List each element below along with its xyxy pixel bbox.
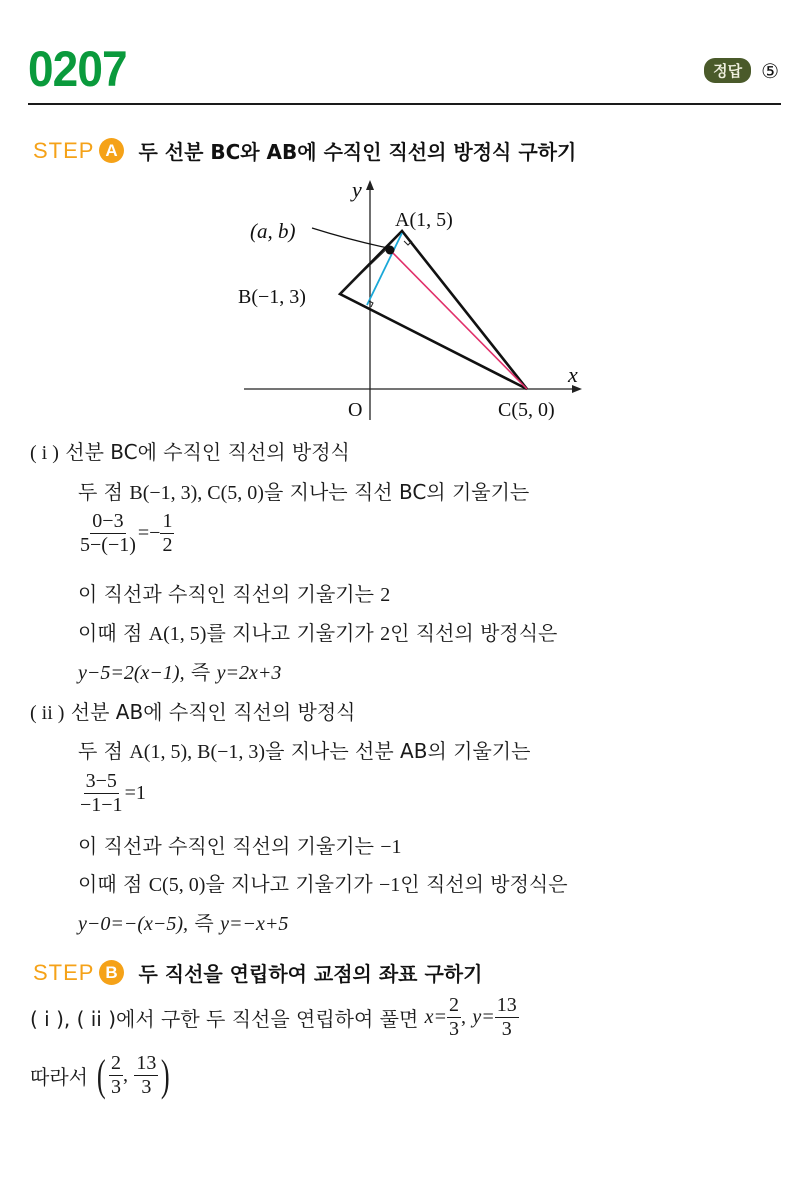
part-i-line3: 이때 점 A(1, 5)를 지나고 기울기가 2인 직선의 방정식은 bbox=[78, 621, 558, 645]
step-a-title: 두 선분 BC와 AB에 수직인 직선의 방정식 구하기 bbox=[138, 140, 577, 164]
part-ii-slope-fraction: $\frac{3-5}{-1-1}$ =1 bbox=[80, 770, 146, 816]
point-b-label: B(−1, 3) bbox=[238, 286, 306, 308]
perpendicular-to-ab-line bbox=[390, 250, 527, 389]
point-a-label: A(1, 5) bbox=[395, 209, 453, 231]
intersection-point bbox=[386, 246, 395, 255]
header-divider bbox=[28, 103, 781, 105]
part-i-line2: 이 직선과 수직인 직선의 기울기는 2 bbox=[78, 582, 391, 606]
step-b-circle-icon: B bbox=[99, 960, 124, 985]
perpendicular-to-bc-line bbox=[367, 233, 402, 305]
answer-area bbox=[704, 58, 779, 83]
leader-line bbox=[312, 228, 388, 248]
part-i-equation: y−5=2(x−1), 즉 y=2x+3 bbox=[78, 660, 282, 684]
step-a-tag bbox=[33, 138, 124, 164]
part-ii-line2: 이 직선과 수직인 직선의 기울기는 −1 bbox=[78, 834, 402, 858]
y-axis-arrow-icon bbox=[366, 180, 374, 190]
triangle-abc bbox=[340, 231, 527, 389]
y-axis-label: y bbox=[352, 177, 362, 202]
intersection-label: (a, b) bbox=[250, 219, 296, 243]
part-ii-line3: 이때 점 C(5, 0)을 지나고 기울기가 −1인 직선의 방정식은 bbox=[78, 872, 568, 896]
step-label: STEP bbox=[33, 959, 95, 985]
part-ii-equation: y−0=−(x−5), 즉 y=−x+5 bbox=[78, 911, 289, 935]
x-axis-label: x bbox=[568, 362, 578, 387]
part-i-slope-fraction: $\frac{0-3}{5-(-1)}$ =− $\frac{1}{2}$ bbox=[80, 510, 173, 556]
part-i-line1: 두 점 B(−1, 3), C(5, 0)을 지나는 직선 BC의 기울기는 bbox=[78, 480, 530, 504]
step-a-heading bbox=[33, 136, 576, 165]
part-i-heading: ( i ) 선분 BC에 수직인 직선의 방정식 bbox=[30, 440, 350, 464]
part-ii-line1: 두 점 A(1, 5), B(−1, 3)을 지나는 선분 AB의 기울기는 bbox=[78, 739, 531, 763]
final-answer-line: 따라서 ( $\frac{2}{3}$ , $\frac{13}{3}$ ) bbox=[30, 1051, 171, 1100]
step-a-circle-icon: A bbox=[99, 138, 124, 163]
step-b-tag bbox=[33, 960, 124, 986]
answer-badge: 정답 bbox=[704, 58, 751, 83]
step-b-solution-line: ( i ), ( ii )에서 구한 두 직선을 연립하여 풀면 x= $\frac{2}{3}$ , y= $\frac{13}{3}$ bbox=[30, 994, 517, 1040]
part-ii-heading: ( ii ) 선분 AB에 수직인 직선의 방정식 bbox=[30, 700, 356, 724]
answer-value: ⑤ bbox=[761, 58, 779, 83]
step-b-title: 두 직선을 연립하여 교점의 좌표 구하기 bbox=[138, 962, 483, 986]
step-label: STEP bbox=[33, 137, 95, 163]
problem-number: 0207 bbox=[28, 41, 127, 97]
origin-label: O bbox=[348, 399, 363, 421]
step-b-heading bbox=[33, 958, 482, 987]
coordinate-diagram bbox=[220, 170, 600, 430]
point-c-label: C(5, 0) bbox=[498, 399, 555, 421]
